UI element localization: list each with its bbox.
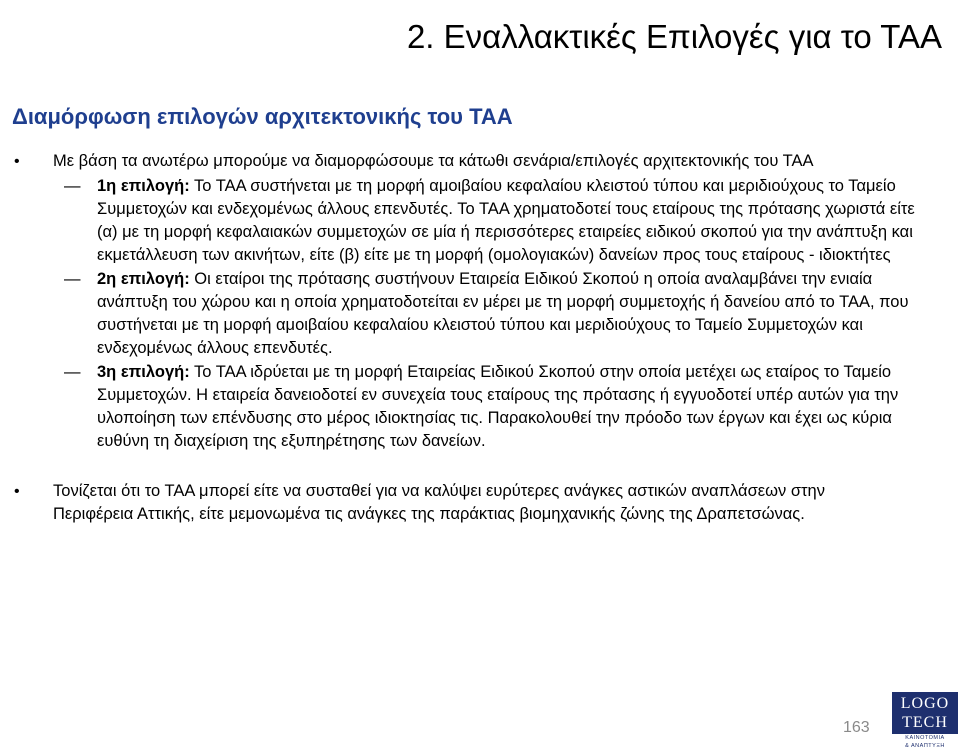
option-item-3	[0, 361, 937, 453]
option-label: 1η επιλογή:	[97, 177, 190, 195]
dash-icon: —	[64, 270, 81, 288]
bullet-icon: •	[14, 153, 20, 170]
dash-icon: —	[64, 177, 81, 195]
option-item-2	[0, 268, 937, 360]
dash-icon: —	[64, 363, 81, 381]
bullet-icon: •	[14, 483, 20, 500]
logo-tagline-2: & ΑΝΑΠΤΥΞΗ	[905, 743, 945, 749]
page-number: 163	[843, 719, 870, 736]
bullet-item	[0, 150, 873, 173]
option-text: Το ΤΑΑ συστήνεται με τη μορφή αμοιβαίου κεφαλαίου κλειστού τύπου και μεριδιούχους το Ταμείο Συμμετοχών και ενδεχομένως άλλους επενδυτές. Το ΤΑΑ χρηματοδοτεί τους εταίρους της πρότασης χωριστά είτε (α) με τη μορφή κεφαλαιακών συμμετοχών σε μία ή περισσότερες εταιρείες ειδικού σκοπού για την ανάπτυξη και εκμετάλλευση των ακινήτων, είτε (β) είτε με τη μορφή (ομολογιακών) δανείων προς τους εταίρους - ιδιοκτήτες	[97, 177, 915, 264]
option-text: Το ΤΑΑ ιδρύεται με τη μορφή Εταιρείας Ειδικού Σκοπού στην οποία μετέχει ως εταίρος το Ταμείο Συμμετοχών. Η εταιρεία δανειοδοτεί εν συνεχεία τους εταίρους της πρότασης ή εγγυοδοτεί υπέρ αυτών για την υλοποίηση των επένδυσης στο μέρος ιδιοκτησίας τις. Παρακολουθεί την πρόοδο των έργων και έχει ως κύρια ευθύνη τη διαχείριση της εξυπηρέτησης των δανείων.	[97, 363, 899, 450]
option-item-1	[0, 175, 937, 267]
logo-box	[892, 692, 958, 734]
logotech-logo	[892, 692, 958, 748]
section-subtitle: Διαμόρφωση επιλογών αρχιτεκτονικής του ΤΑΑ	[12, 104, 513, 129]
logo-line-2: TECH	[902, 714, 948, 731]
bullet-item	[0, 480, 873, 526]
logo-line-1: LOGO	[900, 695, 950, 712]
spacer	[0, 453, 960, 480]
option-label: 2η επιλογή:	[97, 270, 190, 288]
bullet-text: Τονίζεται ότι το ΤΑΑ μπορεί είτε να συσταθεί για να καλύψει ευρύτερες ανάγκες αστικών αναπλάσεων στην Περιφέρεια Αττικής, είτε μεμονωμένα τις ανάγκες της παράκτιας βιομηχανικής ζώνης της Δραπετσώνας.	[53, 482, 825, 523]
slide-body	[0, 150, 960, 526]
slide-title: 2. Εναλλακτικές Επιλογές για το ΤΑΑ	[406, 18, 942, 55]
bullet-text: Με βάση τα ανωτέρω μπορούμε να διαμορφώσουμε τα κάτωθι σενάρια/επιλογές αρχιτεκτονικής του ΤΑΑ	[53, 152, 814, 170]
logo-tagline-1: ΚΑΙΝΟΤΟΜΙΑ	[905, 735, 945, 741]
option-text: Οι εταίροι της πρότασης συστήνουν Εταιρεία Ειδικού Σκοπού η οποία αναλαμβάνει την ενιαία ανάπτυξη του χώρου και η οποία χρηματοδοτείται εν μέρει με τη μορφή συμμετοχής ή δανείου από το ΤΑΑ, που συστήνεται με τη μορφή αμοιβαίου κεφαλαίου κλειστού τύπου και μεριδιούχους το Ταμείο Συμμετοχών και ενδεχομένως άλλους επενδυτές.	[97, 270, 909, 357]
option-label: 3η επιλογή:	[97, 363, 190, 381]
